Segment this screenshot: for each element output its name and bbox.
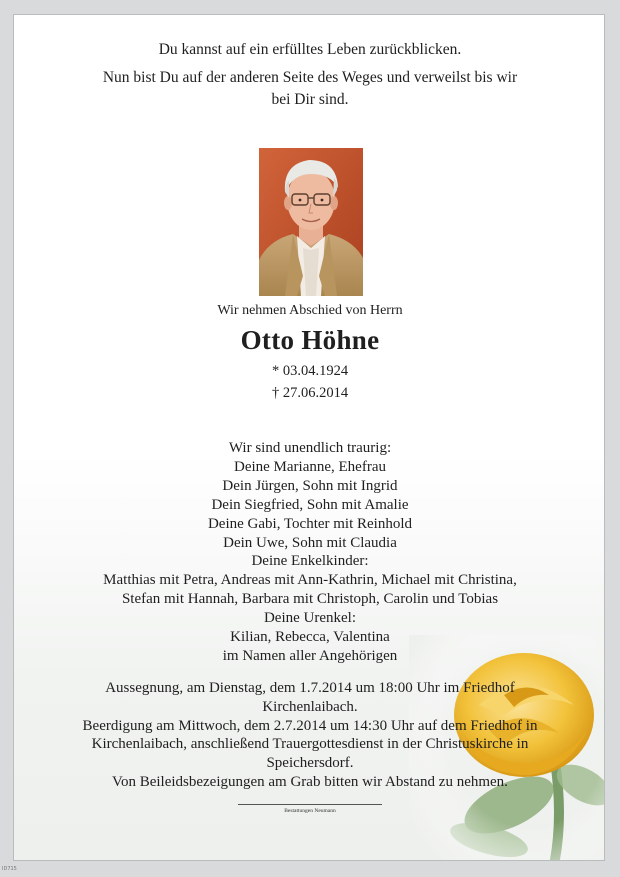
mourner-line: Stefan mit Hannah, Barbara mit Christoph, Carolin und Tobias [121, 591, 499, 608]
ceremony-details [14, 679, 605, 792]
mourner-line: Matthias mit Petra, Andreas mit Ann-Kathrin, Michael mit Christina, [103, 572, 517, 589]
intro-verse [14, 39, 605, 117]
portrait-illustration [259, 148, 363, 296]
intro-line-1: Du kannst auf ein erfülltes Leben zurückblicken. [158, 41, 462, 58]
mourner-line: Deine Marianne, Ehefrau [233, 458, 386, 475]
mourner-line: Dein Jürgen, Sohn mit Ingrid [222, 477, 398, 494]
mourner-line: Deine Urenkel: [263, 610, 357, 627]
mourner-line: Dein Uwe, Sohn mit Claudia [223, 534, 397, 551]
birth-date: * 03.04.1924 [271, 363, 349, 379]
ceremony-line: Speichersdorf. [266, 755, 354, 772]
obituary-card [13, 14, 605, 861]
ceremony-line: Kirchenlaibach, anschließend Trauergottesdienst in der Christuskirche in [91, 736, 529, 753]
death-date: † 27.06.2014 [271, 385, 349, 401]
mourner-line: Dein Siegfried, Sohn mit Amalie [211, 496, 409, 513]
portrait-photo [259, 148, 363, 296]
mourner-line: Deine Gabi, Tochter mit Reinhold [207, 515, 413, 532]
signature-divider [238, 804, 382, 805]
edge-label: ID715 [2, 866, 17, 872]
mourner-line: Deine Enkelkinder: [251, 553, 369, 570]
farewell-line: Wir nehmen Abschied von Herrn [217, 303, 403, 318]
intro-line-2: Nun bist Du auf der anderen Seite des Weges und verweilst bis wir [102, 69, 518, 86]
mourner-line: Wir sind unendlich traurig: [228, 440, 392, 456]
deceased-name: Otto Höhne [240, 325, 380, 355]
mourner-line: im Namen aller Angehörigen [222, 647, 398, 664]
mourners-list [14, 439, 605, 666]
mourner-line: Kilian, Rebecca, Valentina [230, 629, 390, 646]
ceremony-line: Beerdigung am Mittwoch, dem 2.7.2014 um 14:30 Uhr auf dem Friedhof in [82, 717, 538, 734]
undertaker-credit: Bestattungen Neumann [284, 808, 336, 814]
intro-line-3: bei Dir sind. [271, 91, 349, 108]
ceremony-line: Von Beileidsbezeigungen am Grab bitten wir Abstand zu nehmen. [112, 773, 508, 790]
ceremony-line: Aussegnung, am Dienstag, dem 1.7.2014 um 18:00 Uhr im Friedhof [105, 680, 515, 696]
ceremony-line: Kirchenlaibach. [262, 698, 358, 715]
